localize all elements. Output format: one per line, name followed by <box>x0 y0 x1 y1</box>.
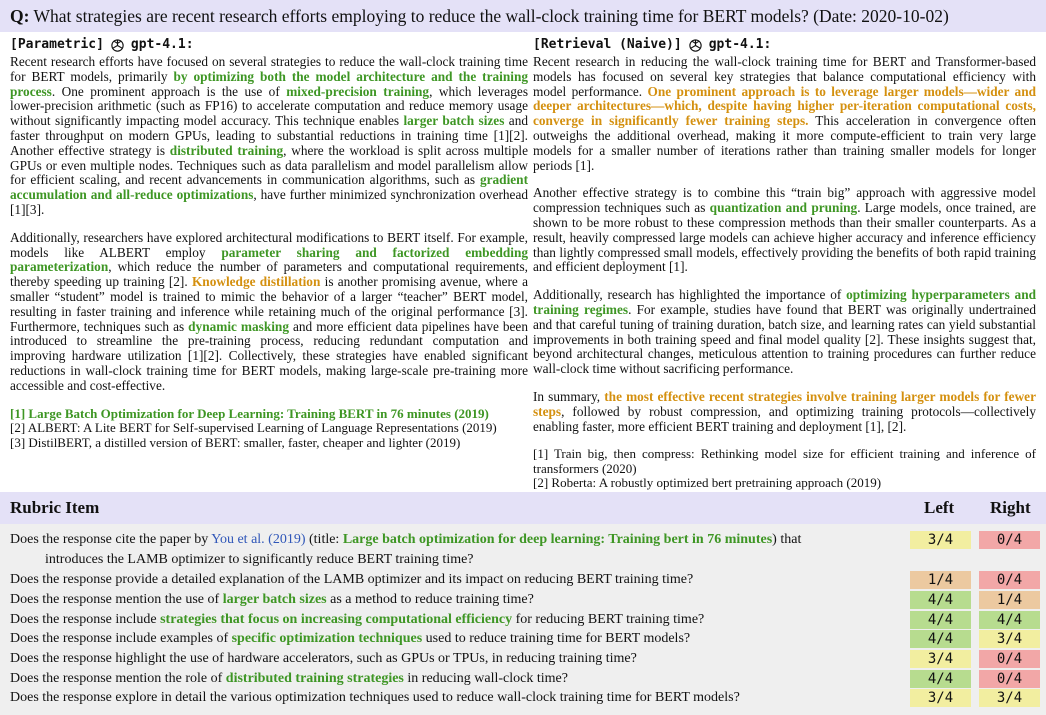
span-text: Additionally, research has highlighted the importance of <box>533 287 847 303</box>
rubric-question <box>10 530 890 550</box>
score-right: 3/4 <box>979 630 1040 648</box>
rubric-row <box>10 629 890 649</box>
rubric-text: Does the response include <box>10 612 161 627</box>
score-right: 0/4 <box>979 571 1040 589</box>
right-paragraph-3 <box>533 288 1036 377</box>
openai-logo-icon <box>110 38 125 53</box>
rubric-question <box>10 649 890 669</box>
score-left: 4/4 <box>910 591 971 609</box>
span-text: and faster throughput on modern GPUs, leading to substantial reductions in training time [1][2]. Another effective strategy is <box>10 113 528 158</box>
rubric-text: (title: <box>305 532 343 547</box>
score-left: 4/4 <box>910 670 971 688</box>
span-text: , where the workload is split across multiple GPUs or even multiple nodes. Techniques such as data parallelism and model parallelism allow for efficient scaling, and recent advancements in communication algorithms, such as <box>10 142 528 188</box>
span-text: . One prominent approach is the use of <box>51 83 287 99</box>
right-paragraph-4 <box>533 390 1036 434</box>
rubric-question <box>10 629 890 649</box>
rubric-row <box>10 688 890 708</box>
span-highlight: mixed-precision training <box>286 83 430 99</box>
rubric-question <box>10 669 890 689</box>
rubric-text: ) that <box>772 532 802 547</box>
reference-item: [2] Roberta: A robustly optimized bert pretraining approach (2019) <box>533 475 882 491</box>
rubric-text: Does the response highlight the use of hardware accelerators, such as GPUs or TPUs, in reducing training time? <box>10 651 637 666</box>
rubric-text: Does the response include examples of <box>10 631 232 646</box>
rubric-question <box>10 610 890 630</box>
span-text: and more efficient data pipelines have been introduced to streamline the pre-training process, reducing redundant computation and improving hardware utilization [1][2]. Collectively, these strategies have enabled significant reductions in wall-clock training time for BERT models, making large-scale pre-training more accessible and cost-effective. <box>10 318 528 393</box>
reference-item: [1] Train big, then compress: Rethinking model size for efficient training and inference of transformers (2020) <box>533 446 1036 476</box>
score-left: 3/4 <box>910 689 971 707</box>
rubric-text: Does the response cite the paper by <box>10 532 212 547</box>
rubric-text: used to reduce training time for BERT models? <box>422 631 691 646</box>
rubric-text: Does the response mention the role of <box>10 671 226 686</box>
rubric-row <box>10 649 890 669</box>
rubric-text: in reducing wall-clock time? <box>403 671 568 686</box>
right-response <box>533 38 1036 491</box>
right-paragraph-1 <box>533 55 1036 173</box>
span-text: Additionally, researchers have explored architectural modifications to BERT itself. For example, models like ALBERT employ <box>10 229 528 260</box>
span-text: , followed by robust compression, and optimizing training protocols—collectively enabling faster, more efficient BERT training and deployment [1], [2]. <box>533 403 1036 434</box>
score-right: 4/4 <box>979 611 1040 629</box>
rubric-header-bar <box>0 492 1046 524</box>
rubric-question <box>10 688 890 708</box>
span-highlight: optimizing hyperparameters and training regimes <box>533 287 1036 317</box>
question <box>10 6 949 27</box>
score-right: 0/4 <box>979 650 1040 668</box>
rubric-row <box>10 590 890 610</box>
score-right: 3/4 <box>979 689 1040 707</box>
left-response <box>10 38 528 450</box>
score-left: 4/4 <box>910 630 971 648</box>
rubric-question <box>10 570 890 590</box>
span-highlight: parameter sharing and factorized embedding parameterization <box>10 244 528 275</box>
left-header-label: [Parametric] <box>10 37 104 53</box>
reference-item: [3] DistilBERT, a distilled version of BERT: smaller, faster, cheaper and lighter (2019) <box>10 434 461 450</box>
rubric-highlight: strategies that focus on increasing computational efficiency <box>160 612 513 627</box>
right-header <box>533 38 1036 53</box>
left-paragraph-1 <box>10 55 528 218</box>
span-text: , have further minimized synchronization overhead [1][3]. <box>10 187 528 217</box>
score-left: 3/4 <box>910 531 971 549</box>
span-highlight: Knowledge distillation <box>191 274 321 290</box>
openai-logo-icon <box>688 38 703 53</box>
span-text: is another promising avenue, where a smaller “student” model is trained to mimic the behavior of a larger “teacher” BERT model, resulting in faster training and inference while retaining much of the original performance [3]. Furthermore, techniques such as <box>10 274 528 334</box>
rubric-text: Does the response provide a detailed explanation of the LAMB optimizer and its impact on reducing BERT training time? <box>10 572 694 587</box>
rubric-question <box>10 590 890 610</box>
span-highlight: gradient accumulation and all-reduce optimizations <box>10 172 528 203</box>
span-text: Recent research efforts have focused on several strategies to reduce the wall-clock training time for BERT models, primarily <box>10 54 528 84</box>
rubric-highlight: specific optimization techniques <box>231 631 423 646</box>
span-text: This acceleration in convergence often outweighs the additional overhead, making it more compute-efficient to train very large models for a smaller number of iterations rather than training smaller models for longer periods [1]. <box>533 113 1036 173</box>
question-text: What strategies are recent research efforts employing to reduce the wall-clock training time for BERT models? (Date: 2020-10-02) <box>29 6 949 26</box>
score-right: 0/4 <box>979 670 1040 688</box>
left-paragraph-2 <box>10 231 528 394</box>
right-header-label: [Retrieval (Naive)] <box>533 37 682 53</box>
rubric-row <box>10 669 890 689</box>
span-text: . Large models, once trained, are shown to be more robust to these compression methods than their smaller counterparts. As a result, heavily compressed large models can achieve higher accuracy and inference efficiency than lightly compressed small models, effectively providing the benefits of both rapid training and efficient deployment [1]. <box>533 200 1037 275</box>
left-model-name: gpt-4.1: <box>130 37 194 53</box>
score-left: 3/4 <box>910 650 971 668</box>
span-text: In summary, <box>533 388 605 404</box>
score-left: 4/4 <box>910 611 971 629</box>
question-prefix: Q: <box>10 6 30 26</box>
rubric-header-right: Right <box>990 498 1031 517</box>
rubric-question-continued: introduces the LAMB optimizer to significantly reduce BERT training time? <box>45 552 474 567</box>
span-text: Recent research in reducing the wall-clock training time for BERT and Transformer-based models has focused on several key strategies that balance computational efficiency with model performance. <box>533 54 1036 99</box>
span-text: , which leverages lower-precision arithmetic (such as FP16) to accelerate computation and reduce memory usage without significantly impacting model accuracy. This technique enables <box>10 83 529 129</box>
score-left: 1/4 <box>910 571 971 589</box>
rubric-highlight: distributed training strategies <box>225 671 404 686</box>
span-highlight: One prominent approach is to leverage larger models—wider and deeper architectures—which, despite having higher per-iteration computational costs, converge in significantly fewer training steps. <box>533 83 1036 129</box>
rubric-text: as a method to reduce training time? <box>326 592 534 607</box>
rubric-text: for reducing BERT training time? <box>512 612 705 627</box>
rubric-header-left: Left <box>924 498 955 517</box>
rubric-highlight: You et al. (2019) <box>211 532 306 547</box>
span-highlight: by optimizing both the model architecture and the training process <box>10 68 528 99</box>
span-text: Another effective strategy is to combine this “train big” approach with aggressive model compression techniques such as <box>533 185 1036 216</box>
left-header <box>10 38 528 53</box>
rubric-highlight: Large batch optimization for deep learning: Training bert in 76 minutes <box>342 532 773 547</box>
score-right: 0/4 <box>979 531 1040 549</box>
right-model-name: gpt-4.1: <box>708 37 772 53</box>
rubric-row <box>10 530 890 570</box>
span-highlight: quantization and pruning <box>709 200 858 216</box>
span-text: , which reduce the number of parameters and computational requirements, thereby speeding up training [2]. <box>10 259 528 290</box>
right-paragraph-2 <box>533 186 1036 275</box>
span-text: . For example, studies have found that BERT was originally undertrained and that careful tuning of training duration, batch size, and learning rates can yield substantial improvements in both training speed and final model quality [2]. These insights suggest that, beyond architectural changes, meticulous attention to training procedures can further reduce wall-clock time without sacrificing performance. <box>533 301 1036 377</box>
rubric-row <box>10 610 890 630</box>
score-right: 1/4 <box>979 591 1040 609</box>
right-references <box>533 447 1036 491</box>
rubric-text: Does the response mention the use of <box>10 592 223 607</box>
rubric-header-item: Rubric Item <box>10 498 100 517</box>
span-highlight: larger batch sizes <box>403 113 505 129</box>
reference-item: [1] Large Batch Optimization for Deep Learning: Training BERT in 76 minutes (2019) <box>10 405 489 421</box>
span-highlight: distributed training <box>169 142 284 158</box>
rubric-highlight: larger batch sizes <box>222 592 327 607</box>
left-references <box>10 407 528 451</box>
span-highlight: dynamic masking <box>188 318 289 334</box>
rubric-row <box>10 570 890 590</box>
span-highlight: the most effective recent strategies involve training larger models for fewer steps <box>533 388 1036 419</box>
rubric-text: Does the response explore in detail the various optimization techniques used to reduce wall-clock training time for BERT models? <box>10 690 740 705</box>
reference-item: [2] ALBERT: A Lite BERT for Self-supervised Learning of Language Representations (2019) <box>10 420 497 436</box>
